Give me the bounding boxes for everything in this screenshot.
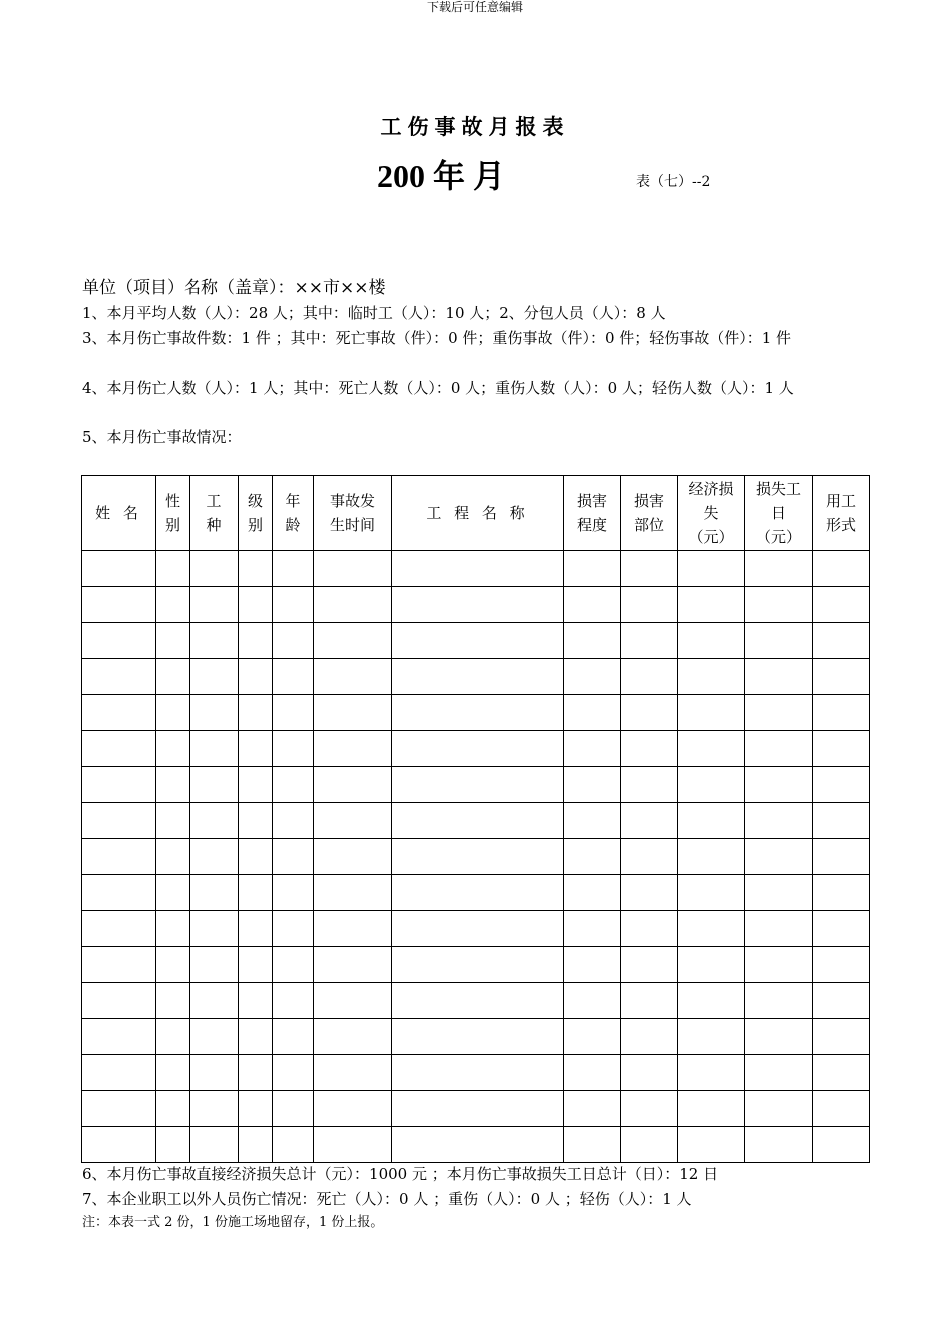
- table-cell[interactable]: [621, 947, 678, 983]
- table-cell[interactable]: [239, 983, 273, 1019]
- table-cell[interactable]: [239, 839, 273, 875]
- table-cell[interactable]: [190, 1091, 239, 1127]
- table-cell[interactable]: [190, 911, 239, 947]
- table-cell[interactable]: [273, 695, 314, 731]
- table-cell[interactable]: [392, 695, 564, 731]
- table-row: [82, 911, 870, 947]
- table-cell[interactable]: [273, 623, 314, 659]
- table-cell[interactable]: [190, 551, 239, 587]
- table-cell[interactable]: [621, 767, 678, 803]
- table-cell[interactable]: [813, 551, 870, 587]
- table-cell[interactable]: [678, 983, 745, 1019]
- table-cell[interactable]: [621, 839, 678, 875]
- table-cell[interactable]: [156, 1091, 190, 1127]
- table-cell[interactable]: [156, 659, 190, 695]
- table-cell[interactable]: [190, 803, 239, 839]
- table-cell[interactable]: [392, 1091, 564, 1127]
- table-cell[interactable]: [273, 1019, 314, 1055]
- table-row: [82, 875, 870, 911]
- table-cell[interactable]: [745, 587, 813, 623]
- table-cell[interactable]: [392, 659, 564, 695]
- table-cell[interactable]: [564, 803, 621, 839]
- table-cell[interactable]: [190, 587, 239, 623]
- table-row: [82, 1127, 870, 1163]
- table-cell[interactable]: [156, 875, 190, 911]
- table-cell[interactable]: [273, 1055, 314, 1091]
- table-cell[interactable]: [813, 983, 870, 1019]
- table-cell[interactable]: [813, 1055, 870, 1091]
- table-cell[interactable]: [564, 1127, 621, 1163]
- table-cell[interactable]: [314, 1055, 392, 1091]
- col-name: 姓 名: [82, 476, 156, 551]
- table-cell[interactable]: [82, 839, 156, 875]
- table-cell[interactable]: [82, 587, 156, 623]
- table-cell[interactable]: [392, 731, 564, 767]
- table-cell[interactable]: [239, 659, 273, 695]
- table-cell[interactable]: [314, 911, 392, 947]
- form-code: 表（七）--2: [636, 174, 711, 190]
- table-cell[interactable]: [273, 911, 314, 947]
- table-cell[interactable]: [273, 1127, 314, 1163]
- table-cell[interactable]: [621, 1091, 678, 1127]
- table-cell[interactable]: [156, 623, 190, 659]
- table-cell[interactable]: [82, 947, 156, 983]
- table-cell[interactable]: [273, 659, 314, 695]
- loss-summary-line: 6、本月伤亡事故直接经济损失总计（元）：1000 元 ；本月伤亡事故损失工日总计（日）：12 日: [82, 1165, 719, 1183]
- table-cell[interactable]: [190, 983, 239, 1019]
- table-cell[interactable]: [273, 803, 314, 839]
- casualty-count-line: 4、本月伤亡人数（人）：1 人；其中：死亡人数（人）：0 人；重伤人数（人）：0 人；轻伤人数（人）：1 人: [82, 379, 794, 397]
- table-cell[interactable]: [678, 587, 745, 623]
- table-header-row: [82, 476, 870, 551]
- table-cell[interactable]: [156, 767, 190, 803]
- table-cell[interactable]: [190, 1019, 239, 1055]
- table-cell[interactable]: [273, 587, 314, 623]
- table-cell[interactable]: [239, 1019, 273, 1055]
- table-cell[interactable]: [745, 947, 813, 983]
- table-cell[interactable]: [564, 983, 621, 1019]
- table-cell[interactable]: [314, 551, 392, 587]
- table-cell[interactable]: [621, 1019, 678, 1055]
- table-cell[interactable]: [678, 731, 745, 767]
- table-cell[interactable]: [392, 1019, 564, 1055]
- col-injury-severity: 损害 程度: [564, 476, 621, 551]
- table-cell[interactable]: [156, 911, 190, 947]
- col-project-name: 工 程 名 称: [392, 476, 564, 551]
- headcount-line: 1、本月平均人数（人）：28 人；其中：临时工（人）：10 人；2、分包人员（人）：8 人: [82, 304, 666, 322]
- table-cell[interactable]: [564, 623, 621, 659]
- table-cell[interactable]: [273, 551, 314, 587]
- table-cell[interactable]: [745, 1127, 813, 1163]
- table-cell[interactable]: [745, 767, 813, 803]
- table-cell[interactable]: [314, 875, 392, 911]
- table-cell[interactable]: [745, 695, 813, 731]
- table-cell[interactable]: [621, 1055, 678, 1091]
- table-cell[interactable]: [239, 1127, 273, 1163]
- table-cell[interactable]: [745, 875, 813, 911]
- table-cell[interactable]: [392, 803, 564, 839]
- table-cell[interactable]: [564, 731, 621, 767]
- table-cell[interactable]: [813, 947, 870, 983]
- table-cell[interactable]: [82, 695, 156, 731]
- table-cell[interactable]: [745, 839, 813, 875]
- table-cell[interactable]: [314, 695, 392, 731]
- table-cell[interactable]: [239, 875, 273, 911]
- table-cell[interactable]: [564, 1055, 621, 1091]
- table-cell[interactable]: [564, 911, 621, 947]
- table-cell[interactable]: [813, 803, 870, 839]
- table-cell[interactable]: [82, 1091, 156, 1127]
- table-cell[interactable]: [678, 767, 745, 803]
- table-cell[interactable]: [156, 587, 190, 623]
- table-cell[interactable]: [239, 623, 273, 659]
- table-cell[interactable]: [82, 731, 156, 767]
- table-cell[interactable]: [564, 767, 621, 803]
- table-cell[interactable]: [678, 911, 745, 947]
- table-cell[interactable]: [564, 587, 621, 623]
- table-row: [82, 1091, 870, 1127]
- table-cell[interactable]: [273, 767, 314, 803]
- table-row: [82, 659, 870, 695]
- unit-name-line: 单位（项目）名称（盖章）：××市××楼: [82, 278, 386, 298]
- table-cell[interactable]: [621, 551, 678, 587]
- accident-count-line: 3、本月伤亡事故件数：1 件 ；其中：死亡事故（件）：0 件；重伤事故（件）：0 件；轻伤事故（件）：1 件: [82, 329, 792, 347]
- table-row: [82, 1055, 870, 1091]
- table-cell[interactable]: [745, 623, 813, 659]
- table-cell[interactable]: [621, 731, 678, 767]
- table-cell[interactable]: [564, 1091, 621, 1127]
- table-cell[interactable]: [392, 1127, 564, 1163]
- table-cell[interactable]: [392, 551, 564, 587]
- table-cell[interactable]: [190, 1127, 239, 1163]
- col-employment-type: 用工 形式: [813, 476, 870, 551]
- table-cell[interactable]: [678, 1055, 745, 1091]
- table-cell[interactable]: [813, 767, 870, 803]
- col-gender: 性 别: [156, 476, 190, 551]
- table-cell[interactable]: [564, 947, 621, 983]
- table-cell[interactable]: [314, 767, 392, 803]
- table-cell[interactable]: [621, 983, 678, 1019]
- table-cell[interactable]: [745, 1091, 813, 1127]
- table-cell[interactable]: [564, 839, 621, 875]
- table-cell[interactable]: [621, 587, 678, 623]
- table-cell[interactable]: [392, 1055, 564, 1091]
- table-cell[interactable]: [314, 947, 392, 983]
- table-cell[interactable]: [678, 695, 745, 731]
- table-cell[interactable]: [745, 731, 813, 767]
- table-cell[interactable]: [678, 875, 745, 911]
- table-cell[interactable]: [678, 1019, 745, 1055]
- table-cell[interactable]: [190, 875, 239, 911]
- table-cell[interactable]: [273, 947, 314, 983]
- table-cell[interactable]: [239, 1055, 273, 1091]
- table-cell[interactable]: [314, 731, 392, 767]
- table-cell[interactable]: [621, 875, 678, 911]
- table-cell[interactable]: [392, 911, 564, 947]
- table-cell[interactable]: [156, 947, 190, 983]
- table-cell[interactable]: [273, 839, 314, 875]
- table-cell[interactable]: [82, 1127, 156, 1163]
- table-cell[interactable]: [82, 911, 156, 947]
- table-cell[interactable]: [190, 623, 239, 659]
- table-cell[interactable]: [678, 1091, 745, 1127]
- table-cell[interactable]: [82, 1055, 156, 1091]
- table-cell[interactable]: [678, 1127, 745, 1163]
- table-cell[interactable]: [273, 1091, 314, 1127]
- table-row: [82, 947, 870, 983]
- table-cell[interactable]: [813, 1127, 870, 1163]
- table-cell[interactable]: [813, 659, 870, 695]
- col-economic-loss: 经济损 失 （元）: [678, 476, 745, 551]
- table-cell[interactable]: [392, 587, 564, 623]
- table-cell[interactable]: [678, 947, 745, 983]
- table-cell[interactable]: [813, 1019, 870, 1055]
- table-cell[interactable]: [564, 659, 621, 695]
- table-row: [82, 767, 870, 803]
- table-cell[interactable]: [273, 983, 314, 1019]
- table-cell[interactable]: [678, 551, 745, 587]
- col-lost-workdays: 损失工 日 （元）: [745, 476, 813, 551]
- col-age: 年 龄: [273, 476, 314, 551]
- table-body: [82, 551, 870, 1163]
- table-row: [82, 623, 870, 659]
- table-cell[interactable]: [813, 1091, 870, 1127]
- table-cell[interactable]: [190, 839, 239, 875]
- table-row: [82, 695, 870, 731]
- table-cell[interactable]: [813, 623, 870, 659]
- table-cell[interactable]: [745, 551, 813, 587]
- table-row: [82, 1019, 870, 1055]
- table-cell[interactable]: [745, 803, 813, 839]
- accident-details-heading: 5、本月伤亡事故情况：: [82, 428, 242, 446]
- table-cell[interactable]: [156, 1127, 190, 1163]
- table-cell[interactable]: [621, 695, 678, 731]
- col-injury-part: 损害 部位: [621, 476, 678, 551]
- table-cell[interactable]: [314, 839, 392, 875]
- table-cell[interactable]: [314, 1091, 392, 1127]
- table-row: [82, 983, 870, 1019]
- col-trade: 工 种: [190, 476, 239, 551]
- external-casualty-line: 7、本企业职工以外人员伤亡情况：死亡（人）：0 人 ；重伤（人）：0 人 ；轻伤（人）：1 人: [82, 1190, 692, 1208]
- table-cell[interactable]: [190, 659, 239, 695]
- table-cell[interactable]: [678, 623, 745, 659]
- table-cell[interactable]: [745, 983, 813, 1019]
- table-cell[interactable]: [564, 1019, 621, 1055]
- table-row: [82, 587, 870, 623]
- table-cell[interactable]: [82, 803, 156, 839]
- table-cell[interactable]: [156, 983, 190, 1019]
- accident-table: [81, 475, 870, 1163]
- table-cell[interactable]: [621, 659, 678, 695]
- table-cell[interactable]: [156, 731, 190, 767]
- table-cell[interactable]: [190, 695, 239, 731]
- table-cell[interactable]: [813, 731, 870, 767]
- table-cell[interactable]: [190, 767, 239, 803]
- table-cell[interactable]: [82, 983, 156, 1019]
- table-cell[interactable]: [745, 659, 813, 695]
- table-cell[interactable]: [82, 767, 156, 803]
- table-cell[interactable]: [273, 875, 314, 911]
- table-cell[interactable]: [239, 695, 273, 731]
- table-cell[interactable]: [392, 875, 564, 911]
- table-cell[interactable]: [156, 1055, 190, 1091]
- table-cell[interactable]: [82, 659, 156, 695]
- table-cell[interactable]: [392, 623, 564, 659]
- table-cell[interactable]: [314, 803, 392, 839]
- table-cell[interactable]: [273, 731, 314, 767]
- table-cell[interactable]: [392, 983, 564, 1019]
- table-cell[interactable]: [314, 1019, 392, 1055]
- table-cell[interactable]: [813, 695, 870, 731]
- table-row: [82, 731, 870, 767]
- report-period: 200 年 月: [377, 158, 506, 194]
- table-cell[interactable]: [813, 875, 870, 911]
- table-row: [82, 803, 870, 839]
- table-cell[interactable]: [190, 947, 239, 983]
- table-cell[interactable]: [564, 875, 621, 911]
- table-cell[interactable]: [190, 731, 239, 767]
- table-cell[interactable]: [239, 551, 273, 587]
- table-cell[interactable]: [156, 839, 190, 875]
- table-cell[interactable]: [239, 947, 273, 983]
- table-cell[interactable]: [314, 659, 392, 695]
- table-cell[interactable]: [239, 1091, 273, 1127]
- table-cell[interactable]: [813, 839, 870, 875]
- table-row: [82, 551, 870, 587]
- table-cell[interactable]: [239, 803, 273, 839]
- table-cell[interactable]: [621, 803, 678, 839]
- table-cell[interactable]: [239, 911, 273, 947]
- table-cell[interactable]: [156, 695, 190, 731]
- table-cell[interactable]: [392, 767, 564, 803]
- table-cell[interactable]: [621, 911, 678, 947]
- table-cell[interactable]: [621, 1127, 678, 1163]
- table-cell[interactable]: [239, 587, 273, 623]
- table-cell[interactable]: [239, 767, 273, 803]
- table-cell[interactable]: [314, 1127, 392, 1163]
- table-cell[interactable]: [82, 623, 156, 659]
- table-row: [82, 839, 870, 875]
- col-grade: 级 别: [239, 476, 273, 551]
- table-cell[interactable]: [156, 551, 190, 587]
- header-note: 下载后可任意编辑: [426, 0, 523, 14]
- table-cell[interactable]: [745, 911, 813, 947]
- table-cell[interactable]: [190, 1055, 239, 1091]
- table-cell[interactable]: [678, 803, 745, 839]
- table-cell[interactable]: [813, 911, 870, 947]
- table-cell[interactable]: [82, 1019, 156, 1055]
- table-cell[interactable]: [82, 551, 156, 587]
- table-cell[interactable]: [678, 659, 745, 695]
- table-cell[interactable]: [239, 731, 273, 767]
- table-cell[interactable]: [813, 587, 870, 623]
- table-cell[interactable]: [392, 839, 564, 875]
- page-title: 工伤事故月报表: [380, 114, 570, 139]
- table-cell[interactable]: [156, 1019, 190, 1055]
- table-cell[interactable]: [314, 587, 392, 623]
- table-cell[interactable]: [678, 839, 745, 875]
- table-cell[interactable]: [392, 947, 564, 983]
- table-cell[interactable]: [156, 803, 190, 839]
- table-cell[interactable]: [564, 695, 621, 731]
- footnote: 注：本表一式 2 份，1 份施工场地留存，1 份上报。: [82, 1215, 384, 1230]
- table-cell[interactable]: [745, 1019, 813, 1055]
- col-accident-time: 事故发 生时间: [314, 476, 392, 551]
- table-cell[interactable]: [82, 875, 156, 911]
- table-cell[interactable]: [621, 623, 678, 659]
- table-cell[interactable]: [314, 983, 392, 1019]
- table-cell[interactable]: [564, 551, 621, 587]
- table-cell[interactable]: [314, 623, 392, 659]
- table-cell[interactable]: [745, 1055, 813, 1091]
